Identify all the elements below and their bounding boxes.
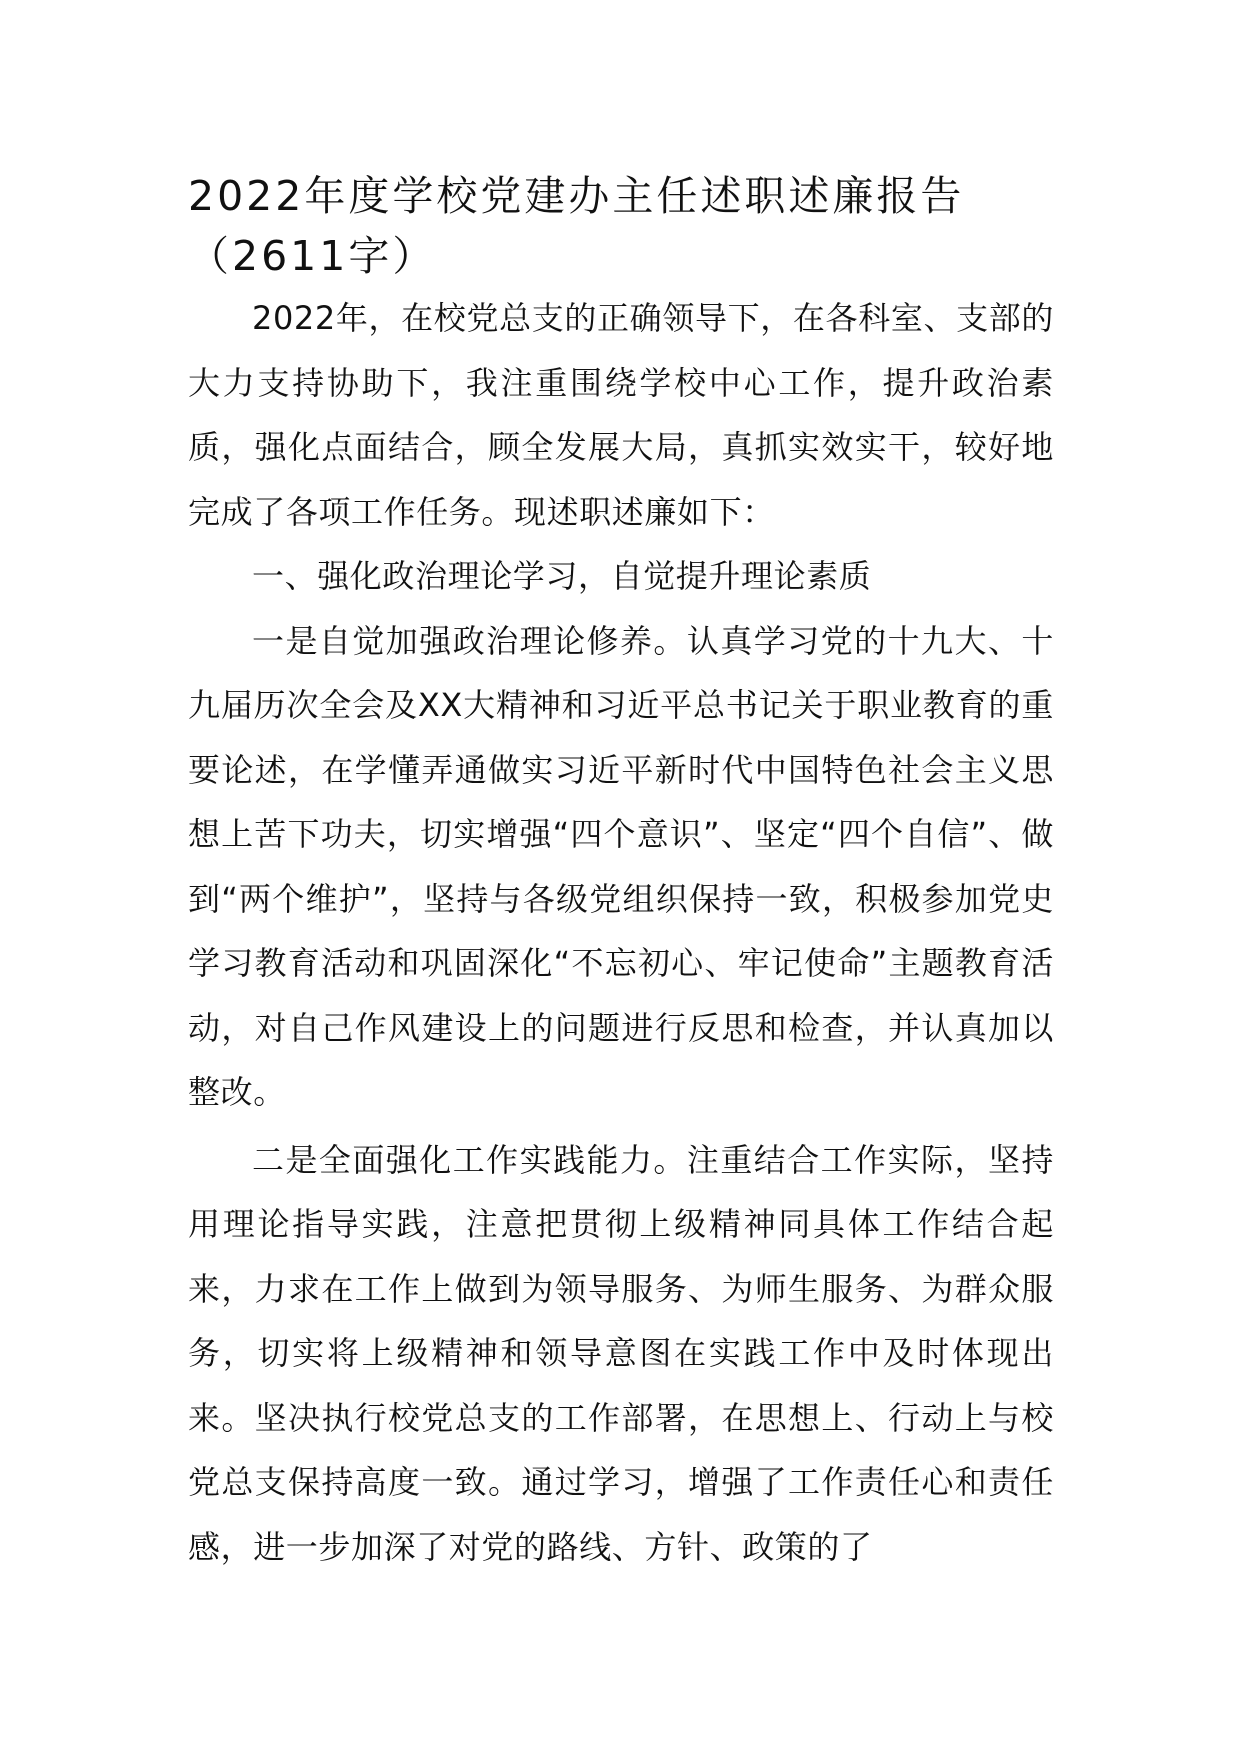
- paragraph-theory-study: 一是自觉加强政治理论修养。认真学习党的十九大、十九届历次全会及XX大精神和习近平总书记关于职业教育的重要论述，在学懂弄通做实习近平新时代中国特色社会主义思想上苦下功夫，切实增强“四个意识”、坚定“四个自信”、做到“两个维护”，坚持与各级党组织保持一致，积极参加党史学习教育活动和巩固深化“不忘初心、牢记使命”主题教育活动，对自己作风建设上的问题进行反思和检查，并认真加以整改。: [188, 621, 1054, 1111]
- paragraph-work-practice: 二是全面强化工作实践能力。注重结合工作实际，坚持用理论指导实践，注意把贯彻上级精神同具体工作结合起来，力求在工作上做到为领导服务、为师生服务、为群众服务，切实将上级精神和领导意图在实践工作中及时体现出来。坚决执行校党总支的工作部署，在思想上、行动上与校党总支保持高度一致。通过学习，增强了工作责任心和责任感，进一步加深了对党的路线、方针、政策的了: [188, 1140, 1054, 1566]
- document-title: 2022年度学校党建办主任述职述廉报告（2611字）: [188, 172, 965, 280]
- intro-paragraph: 2022年，在校党总支的正确领导下，在各科室、支部的大力支持协助下，我注重围绕学校中心工作，提升政治素质，强化点面结合，顾全发展大局，真抓实效实干，较好地完成了各项工作任务。现述职述廉如下：: [188, 299, 1054, 531]
- document-body: [188, 166, 1054, 1579]
- section-heading-1: 一、强化政治理论学习，自觉提升理论素质: [252, 557, 872, 595]
